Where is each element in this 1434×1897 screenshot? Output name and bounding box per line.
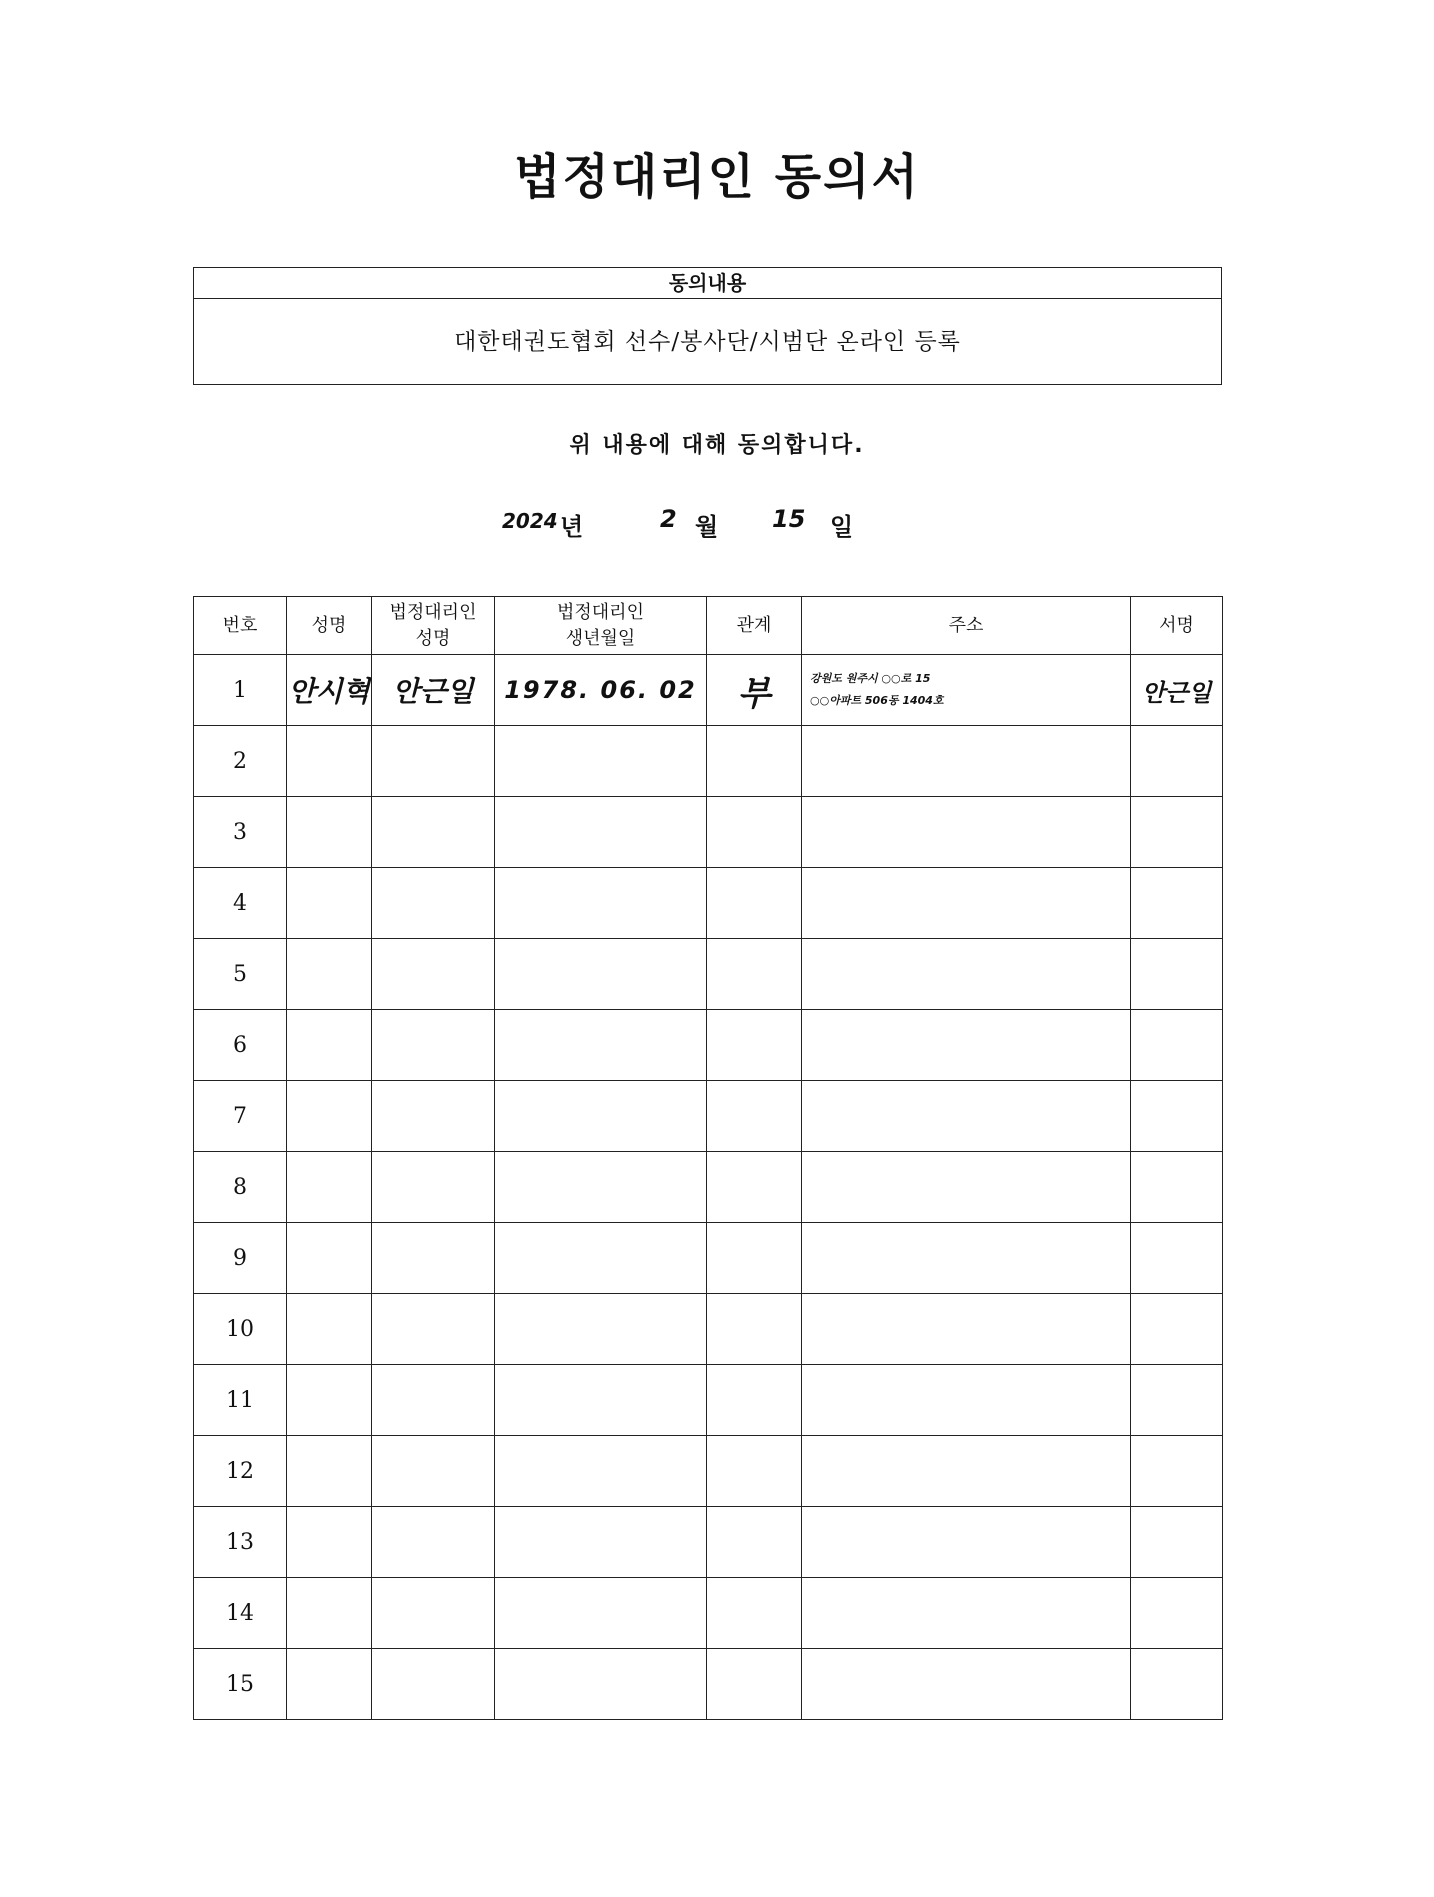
student-name-cell[interactable] <box>287 868 372 939</box>
table-row <box>194 1649 1223 1720</box>
header-address: 주소 <box>802 597 1131 655</box>
student-name-cell[interactable] <box>287 1578 372 1649</box>
relation-cell[interactable] <box>707 1436 802 1507</box>
date-line <box>0 505 1434 545</box>
header-guardian-name-line2: 성명 <box>415 627 451 649</box>
relation-cell[interactable] <box>707 797 802 868</box>
header-relation: 관계 <box>707 597 802 655</box>
header-name: 성명 <box>287 597 372 655</box>
page-title: 법정대리인 동의서 <box>514 149 920 205</box>
guardian-name-cell[interactable] <box>372 1223 495 1294</box>
row-number: 8 <box>194 1152 287 1223</box>
guardian-name: 안근일 <box>392 675 474 708</box>
guardian-birth-cell[interactable] <box>495 1649 707 1720</box>
consent-header: 동의내용 <box>194 268 1221 299</box>
guardian-name-cell[interactable] <box>372 1649 495 1720</box>
address-cell[interactable] <box>802 1436 1131 1507</box>
address-cell[interactable] <box>802 1578 1131 1649</box>
signature-cell[interactable] <box>1131 1223 1223 1294</box>
guardian-name-cell[interactable] <box>372 1436 495 1507</box>
student-name-cell[interactable] <box>287 1081 372 1152</box>
guardian-name-cell[interactable] <box>372 1578 495 1649</box>
student-name-cell <box>287 655 372 726</box>
guardian-birth-cell[interactable] <box>495 1365 707 1436</box>
guardian-birth-cell[interactable] <box>495 868 707 939</box>
guardian-name-cell[interactable] <box>372 868 495 939</box>
row-number: 6 <box>194 1010 287 1081</box>
signature-cell[interactable] <box>1131 939 1223 1010</box>
address-cell[interactable] <box>802 1365 1131 1436</box>
row-number: 14 <box>194 1578 287 1649</box>
header-guardian-name-line1: 법정대리인 <box>389 601 477 623</box>
signature-cell[interactable] <box>1131 1365 1223 1436</box>
header-guardian-name <box>372 597 495 655</box>
row-number: 7 <box>194 1081 287 1152</box>
relation-cell[interactable] <box>707 1010 802 1081</box>
table-row <box>194 1152 1223 1223</box>
guardian-birth-cell[interactable] <box>495 1578 707 1649</box>
relation-cell[interactable] <box>707 1578 802 1649</box>
student-name-cell[interactable] <box>287 797 372 868</box>
address-cell[interactable] <box>802 1294 1131 1365</box>
guardian-name-cell[interactable] <box>372 1365 495 1436</box>
table-row <box>194 1010 1223 1081</box>
relation-cell[interactable] <box>707 1152 802 1223</box>
address-cell[interactable] <box>802 1010 1131 1081</box>
relation-cell[interactable] <box>707 726 802 797</box>
student-name-cell[interactable] <box>287 726 372 797</box>
row-number: 15 <box>194 1649 287 1720</box>
guardian-name-cell[interactable] <box>372 1152 495 1223</box>
guardian-birth-cell[interactable] <box>495 1010 707 1081</box>
address-cell[interactable] <box>802 939 1131 1010</box>
relation-cell[interactable] <box>707 939 802 1010</box>
relation-cell <box>707 655 802 726</box>
signature-cell[interactable] <box>1131 797 1223 868</box>
signature-cell[interactable] <box>1131 1294 1223 1365</box>
student-name-cell[interactable] <box>287 1223 372 1294</box>
date-month-value: 2 <box>660 505 677 533</box>
signature-cell[interactable] <box>1131 1152 1223 1223</box>
row-number: 13 <box>194 1507 287 1578</box>
table-row <box>194 1507 1223 1578</box>
row-number: 10 <box>194 1294 287 1365</box>
guardian-name-cell <box>372 655 495 726</box>
signature-cell[interactable] <box>1131 1010 1223 1081</box>
address-cell[interactable] <box>802 1081 1131 1152</box>
table-header-row <box>194 597 1223 655</box>
header-guardian-birth-line1: 법정대리인 <box>557 601 644 623</box>
table-row <box>194 939 1223 1010</box>
guardian-birth-cell[interactable] <box>495 1294 707 1365</box>
guardian-birth-cell[interactable] <box>495 1081 707 1152</box>
relation-cell[interactable] <box>707 1649 802 1720</box>
row-number: 2 <box>194 726 287 797</box>
address-cell[interactable] <box>802 797 1131 868</box>
guardian-birth-cell <box>495 655 707 726</box>
guardian-birth: 1978. 06. 02 <box>504 676 697 704</box>
guardian-name-cell[interactable] <box>372 939 495 1010</box>
relation-cell[interactable] <box>707 868 802 939</box>
table-row <box>194 1081 1223 1152</box>
guardian-birth-cell[interactable] <box>495 1507 707 1578</box>
table-row <box>194 1223 1223 1294</box>
signature-cell[interactable] <box>1131 726 1223 797</box>
student-name-cell[interactable] <box>287 1649 372 1720</box>
relation-cell[interactable] <box>707 1294 802 1365</box>
consent-box <box>193 267 1222 385</box>
guardian-name-cell[interactable] <box>372 1294 495 1365</box>
address-cell[interactable] <box>802 726 1131 797</box>
date-day-value: 15 <box>772 505 806 533</box>
table-row <box>194 1578 1223 1649</box>
guardian-name-cell[interactable] <box>372 1507 495 1578</box>
relation-cell[interactable] <box>707 1081 802 1152</box>
address-cell[interactable] <box>802 1649 1131 1720</box>
signature-cell[interactable] <box>1131 1649 1223 1720</box>
table-row <box>194 1365 1223 1436</box>
table-row <box>194 726 1223 797</box>
guardian-birth-cell[interactable] <box>495 939 707 1010</box>
header-guardian-birth-line2: 생년월일 <box>565 627 636 649</box>
student-name-cell[interactable] <box>287 939 372 1010</box>
address-cell[interactable] <box>802 868 1131 939</box>
table-row <box>194 797 1223 868</box>
address-cell[interactable] <box>802 1152 1131 1223</box>
student-name-cell[interactable] <box>287 1010 372 1081</box>
guardian-name-cell[interactable] <box>372 1010 495 1081</box>
guardian-name-cell[interactable] <box>372 1081 495 1152</box>
guardian-name-cell[interactable] <box>372 726 495 797</box>
student-name-cell[interactable] <box>287 1152 372 1223</box>
address-cell[interactable] <box>802 1223 1131 1294</box>
signature-cell[interactable] <box>1131 868 1223 939</box>
row-number: 11 <box>194 1365 287 1436</box>
signature-cell <box>1131 655 1223 726</box>
signature-cell[interactable] <box>1131 1436 1223 1507</box>
date-year-unit: 년 <box>560 513 584 541</box>
row-number: 3 <box>194 797 287 868</box>
address-cell <box>802 655 1131 726</box>
table-row <box>194 1294 1223 1365</box>
header-guardian-birth <box>495 597 707 655</box>
date-day-unit: 일 <box>830 513 854 541</box>
signature: 안근일 <box>1141 678 1212 707</box>
row-number: 9 <box>194 1223 287 1294</box>
relation-cell[interactable] <box>707 1365 802 1436</box>
address-line1: 강원도 원주시 ○○로 15 <box>810 672 931 685</box>
student-name: 안시혁 <box>288 675 370 708</box>
header-signature: 서명 <box>1131 597 1223 655</box>
student-name-cell[interactable] <box>287 1365 372 1436</box>
guardian-name-cell[interactable] <box>372 797 495 868</box>
signature-cell[interactable] <box>1131 1081 1223 1152</box>
signature-cell[interactable] <box>1131 1507 1223 1578</box>
student-name-cell[interactable] <box>287 1436 372 1507</box>
consent-content: 대한태권도협회 선수/봉사단/시범단 온라인 등록 <box>454 329 961 355</box>
student-name-cell[interactable] <box>287 1294 372 1365</box>
date-year-value: 2024 <box>502 509 558 533</box>
relation: 부 <box>737 673 771 714</box>
relation-cell[interactable] <box>707 1223 802 1294</box>
guardian-birth-cell[interactable] <box>495 1152 707 1223</box>
guardian-birth-cell[interactable] <box>495 797 707 868</box>
header-no: 번호 <box>194 597 287 655</box>
row-number: 1 <box>194 655 287 726</box>
table-row <box>194 1436 1223 1507</box>
table-row <box>194 655 1223 726</box>
date-month-unit: 월 <box>695 513 719 541</box>
relation-cell[interactable] <box>707 1507 802 1578</box>
row-number: 4 <box>194 868 287 939</box>
guardian-birth-cell[interactable] <box>495 726 707 797</box>
signature-cell[interactable] <box>1131 1578 1223 1649</box>
row-number: 12 <box>194 1436 287 1507</box>
address-line2: ○○아파트 506동 1404호 <box>810 694 944 707</box>
guardian-birth-cell[interactable] <box>495 1436 707 1507</box>
agreement-statement: 위 내용에 대해 동의합니다. <box>569 433 865 458</box>
guardian-birth-cell[interactable] <box>495 1223 707 1294</box>
row-number: 5 <box>194 939 287 1010</box>
table-row <box>194 868 1223 939</box>
guardian-roster-table <box>193 596 1223 1720</box>
address-cell[interactable] <box>802 1507 1131 1578</box>
student-name-cell[interactable] <box>287 1507 372 1578</box>
